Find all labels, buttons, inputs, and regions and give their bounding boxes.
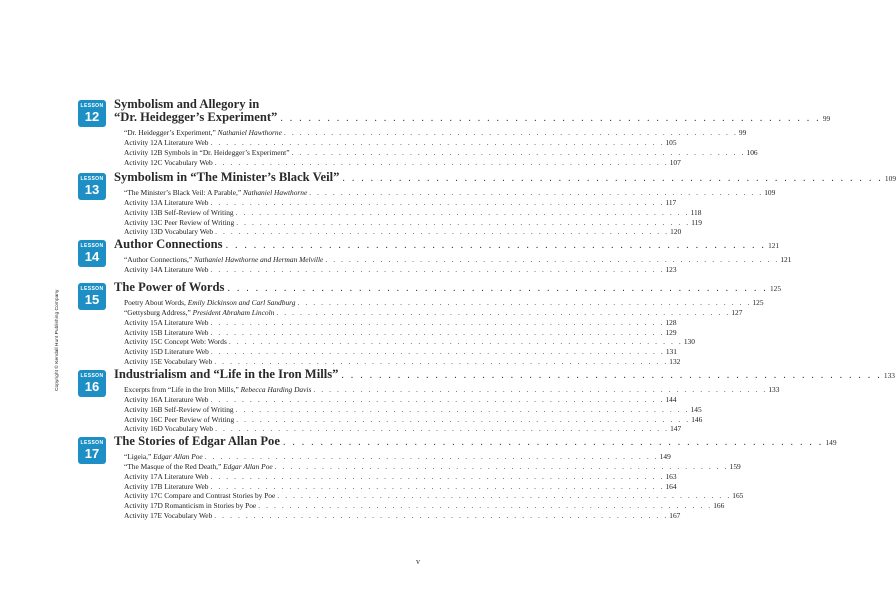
toc-item-text: Activity 16D Vocabulary Web bbox=[124, 424, 214, 434]
lesson-title-text: Author Connections bbox=[114, 237, 223, 251]
toc-item-author: President Abraham Lincoln bbox=[192, 307, 275, 317]
lesson-title[interactable] bbox=[114, 110, 831, 125]
page-ref: 145 bbox=[690, 404, 702, 414]
toc-item-text: Activity 15C Concept Web: Words bbox=[124, 337, 227, 347]
toc-item[interactable] bbox=[124, 147, 758, 158]
toc-item[interactable] bbox=[124, 414, 703, 425]
toc-item[interactable] bbox=[124, 217, 702, 228]
page-ref: 118 bbox=[690, 207, 702, 217]
page-ref: 163 bbox=[665, 471, 677, 481]
toc-item-text: Activity 12C Vocabulary Web bbox=[124, 157, 213, 167]
dot-leader: . . . . . . . . . . . . . . . . . . . . . . . . . . . . . . . . . . . . . . . . . . . . . . . . . . . . . . . . . . bbox=[225, 240, 767, 251]
toc-item-text: Activity 12A Literature Web bbox=[124, 137, 209, 147]
dot-leader: . . . . . . . . . . . . . . . . . . . . . . . . . . . . . . . . . . . . . . . . . . . . . . . . . . . . . . . . . . bbox=[210, 481, 665, 491]
toc-item-text: Activity 15E Vocabulary Web bbox=[124, 357, 213, 367]
page-ref: 133 bbox=[883, 371, 895, 380]
copyright-notice: Copyright © Kendall Hunt Publishing Company bbox=[55, 289, 60, 391]
lesson-badge-label: LESSON bbox=[80, 373, 104, 379]
dot-leader: . . . . . . . . . . . . . . . . . . . . . . . . . . . . . . . . . . . . . . . . . . . . . . . . . . . . . . . . . . bbox=[236, 414, 691, 424]
lesson-badge bbox=[78, 283, 106, 310]
dot-leader: . . . . . . . . . . . . . . . . . . . . . . . . . . . . . . . . . . . . . . . . . . . . . . . . . . . . . . . . . . bbox=[282, 437, 824, 448]
toc-item[interactable] bbox=[124, 404, 702, 415]
toc-item-text: Activity 16B Self-Review of Writing bbox=[124, 404, 234, 414]
dot-leader: . . . . . . . . . . . . . . . . . . . . . . . . . . . . . . . . . . . . . . . . . . . . . . . . . . . . . . . . . . bbox=[276, 307, 731, 317]
page-ref: 133 bbox=[768, 385, 780, 394]
page-ref: 121 bbox=[780, 255, 792, 264]
dot-leader: . . . . . . . . . . . . . . . . . . . . . . . . . . . . . . . . . . . . . . . . . . . . . . . . . . . . . . . . . . bbox=[210, 197, 665, 207]
toc-item[interactable] bbox=[124, 197, 677, 208]
page-ref: 117 bbox=[665, 197, 677, 207]
dot-leader: . . . . . . . . . . . . . . . . . . . . . . . . . . . . . . . . . . . . . . . . . . . . . . . . . . . . . . . . . . bbox=[258, 501, 713, 511]
lesson-title-text: The Stories of Edgar Allan Poe bbox=[114, 434, 280, 448]
page-ref: 144 bbox=[665, 394, 677, 404]
toc-item[interactable] bbox=[124, 298, 764, 308]
toc-item-text: Poetry About Words, Emily Dickinson and Carl Sandburg bbox=[124, 298, 296, 307]
page-ref: 121 bbox=[768, 241, 780, 250]
toc-item-text: “Ligeia,” Edgar Allan Poe bbox=[124, 452, 203, 461]
toc-item[interactable] bbox=[124, 157, 681, 168]
toc-item[interactable] bbox=[124, 394, 677, 405]
page-ref: 109 bbox=[884, 174, 896, 183]
toc-item[interactable] bbox=[124, 137, 677, 148]
dot-leader: . . . . . . . . . . . . . . . . . . . . . . . . . . . . . . . . . . . . . . . . . . . . . . . . . . . . . . . . . . bbox=[325, 255, 780, 264]
page-ref: 120 bbox=[670, 227, 682, 237]
lesson-badge bbox=[78, 100, 106, 127]
page-ref: 165 bbox=[732, 491, 744, 501]
toc-item-text: “Dr. Heidegger’s Experiment,” Nathaniel Hawthorne bbox=[124, 128, 282, 137]
lesson-entries bbox=[114, 97, 831, 167]
toc-item[interactable] bbox=[124, 357, 681, 367]
dot-leader: . . . . . . . . . . . . . . . . . . . . . . . . . . . . . . . . . . . . . . . . . . . . . . . . . . . . . . . . . . bbox=[210, 137, 665, 147]
toc-item-text: Activity 17A Literature Web bbox=[124, 471, 209, 481]
page-ref: 130 bbox=[683, 337, 695, 347]
dot-leader: . . . . . . . . . . . . . . . . . . . . . . . . . . . . . . . . . . . . . . . . . . . . . . . . . . . . . . . . . . bbox=[280, 113, 821, 124]
toc-item-author: Edgar Allan Poe bbox=[153, 452, 203, 461]
page-ref: 159 bbox=[729, 461, 741, 471]
lesson-entries bbox=[114, 170, 896, 237]
lesson-badge bbox=[78, 370, 106, 397]
toc-item[interactable] bbox=[124, 264, 677, 275]
lesson-badge-label: LESSON bbox=[80, 176, 104, 182]
lesson-number: 17 bbox=[84, 446, 100, 461]
toc-item[interactable] bbox=[124, 337, 695, 347]
toc-item-text: “The Masque of the Red Death,” Edgar Allan Poe bbox=[124, 461, 273, 471]
page-ref: 99 bbox=[738, 128, 747, 137]
lesson-title[interactable] bbox=[114, 367, 895, 382]
dot-leader: . . . . . . . . . . . . . . . . . . . . . . . . . . . . . . . . . . . . . . . . . . . . . . . . . . . . . . . . . . bbox=[297, 298, 752, 307]
dot-leader: . . . . . . . . . . . . . . . . . . . . . . . . . . . . . . . . . . . . . . . . . . . . . . . . . . . . . . . . . . bbox=[210, 327, 665, 337]
page-ref: 146 bbox=[691, 414, 703, 424]
page-ref: 125 bbox=[752, 298, 764, 307]
toc-item-text: Activity 13C Peer Review of Writing bbox=[124, 217, 235, 227]
page-ref: 167 bbox=[669, 511, 681, 521]
toc-item-text: Activity 14A Literature Web bbox=[124, 264, 209, 274]
dot-leader: . . . . . . . . . . . . . . . . . . . . . . . . . . . . . . . . . . . . . . . . . . . . . . . . . . . . . . . . . . bbox=[313, 385, 768, 394]
toc-item-author: Nathaniel Hawthorne bbox=[242, 188, 308, 197]
dot-leader: . . . . . . . . . . . . . . . . . . . . . . . . . . . . . . . . . . . . . . . . . . . . . . . . . . . . . . . . . . bbox=[214, 357, 669, 367]
toc-item[interactable] bbox=[124, 481, 677, 492]
dot-leader: . . . . . . . . . . . . . . . . . . . . . . . . . . . . . . . . . . . . . . . . . . . . . . . . . . . . . . . . . . bbox=[210, 471, 665, 481]
lesson-items bbox=[124, 128, 758, 167]
lesson-badge bbox=[78, 437, 106, 464]
toc-item[interactable] bbox=[124, 307, 743, 318]
toc-item-text: Activity 17E Vocabulary Web bbox=[124, 511, 213, 521]
toc-item[interactable] bbox=[124, 347, 677, 357]
toc-item[interactable] bbox=[124, 255, 792, 265]
dot-leader: . . . . . . . . . . . . . . . . . . . . . . . . . . . . . . . . . . . . . . . . . . . . . . . . . . . . . . . . . . bbox=[227, 283, 768, 294]
toc-item-text: Activity 17B Literature Web bbox=[124, 481, 209, 491]
toc-item[interactable] bbox=[124, 461, 741, 472]
page-ref: 99 bbox=[822, 114, 831, 123]
dot-leader: . . . . . . . . . . . . . . . . . . . . . . . . . . . . . . . . . . . . . . . . . . . . . . . . . . . . . . . . . . bbox=[342, 173, 883, 184]
copyright-notice-wrap bbox=[55, 289, 65, 541]
toc-item[interactable] bbox=[124, 511, 681, 521]
toc-item-author: Rebecca Harding Davis bbox=[240, 385, 312, 394]
lesson-badge-label: LESSON bbox=[80, 440, 104, 446]
toc-item[interactable] bbox=[124, 227, 682, 237]
toc-item-text: Activity 16C Peer Review of Writing bbox=[124, 414, 235, 424]
dot-leader: . . . . . . . . . . . . . . . . . . . . . . . . . . . . . . . . . . . . . . . . . . . . . . . . . . . . . . . . . . bbox=[274, 461, 729, 471]
toc-item[interactable] bbox=[124, 128, 747, 138]
page-ref: 125 bbox=[769, 284, 782, 293]
toc-item[interactable] bbox=[124, 385, 780, 395]
dot-leader: . . . . . . . . . . . . . . . . . . . . . . . . . . . . . . . . . . . . . . . . . . . . . . . . . . . . . . . . . . bbox=[210, 264, 665, 274]
page-ref: 132 bbox=[669, 357, 681, 367]
toc-item[interactable] bbox=[124, 491, 744, 501]
page-ref: 164 bbox=[665, 481, 677, 491]
dot-leader: . . . . . . . . . . . . . . . . . . . . . . . . . . . . . . . . . . . . . . . . . . . . . . . . . . . . . . . . . . bbox=[210, 347, 665, 357]
toc-item[interactable] bbox=[124, 317, 677, 328]
toc-item[interactable] bbox=[124, 327, 677, 338]
lesson-entries bbox=[114, 367, 895, 434]
dot-leader: . . . . . . . . . . . . . . . . . . . . . . . . . . . . . . . . . . . . . . . . . . . . . . . . . . . . . . . . . . bbox=[210, 317, 665, 327]
page-ref: 107 bbox=[669, 157, 681, 167]
page-ref: 147 bbox=[670, 424, 682, 434]
dot-leader: . . . . . . . . . . . . . . . . . . . . . . . . . . . . . . . . . . . . . . . . . . . . . . . . . . . . . . . . . . bbox=[215, 424, 670, 434]
toc-item-author: Edgar Allan Poe bbox=[223, 461, 273, 471]
lesson-number: 15 bbox=[84, 292, 100, 307]
lesson-badge-label: LESSON bbox=[80, 103, 104, 109]
dot-leader: . . . . . . . . . . . . . . . . . . . . . . . . . . . . . . . . . . . . . . . . . . . . . . . . . . . . . . . . . . bbox=[236, 217, 691, 227]
dot-leader: . . . . . . . . . . . . . . . . . . . . . . . . . . . . . . . . . . . . . . . . . . . . . . . . . . . . . . . . . . bbox=[291, 147, 746, 157]
lesson-title-text: Symbolism in “The Minister’s Black Veil” bbox=[114, 170, 340, 184]
lesson-items bbox=[124, 255, 792, 275]
lesson-entries bbox=[114, 280, 782, 367]
page-ref: 131 bbox=[665, 347, 677, 357]
lesson-badge-label: LESSON bbox=[80, 243, 104, 249]
page-ref: 119 bbox=[691, 217, 702, 227]
toc-item-author: Emily Dickinson and Carl Sandburg bbox=[187, 298, 296, 307]
toc-item[interactable] bbox=[124, 207, 702, 218]
lesson-title[interactable] bbox=[114, 237, 780, 252]
page-ref: 129 bbox=[665, 327, 677, 337]
toc-item-text: Activity 15B Literature Web bbox=[124, 327, 209, 337]
dot-leader: . . . . . . . . . . . . . . . . . . . . . . . . . . . . . . . . . . . . . . . . . . . . . . . . . . . . . . . . . . bbox=[214, 157, 669, 167]
dot-leader: . . . . . . . . . . . . . . . . . . . . . . . . . . . . . . . . . . . . . . . . . . . . . . . . . . . . . . . . . . bbox=[341, 370, 882, 381]
toc-item[interactable] bbox=[124, 501, 725, 511]
toc-item-text: Activity 13D Vocabulary Web bbox=[124, 227, 214, 237]
toc-item-text: Excerpts from “Life in the Iron Mills,” Rebecca Harding Davis bbox=[124, 385, 312, 394]
toc-item[interactable] bbox=[124, 452, 671, 462]
lesson-items bbox=[124, 385, 780, 434]
lesson-badge-label: LESSON bbox=[80, 286, 104, 292]
dot-leader: . . . . . . . . . . . . . . . . . . . . . . . . . . . . . . . . . . . . . . . . . . . . . . . . . . . . . . . . . . bbox=[210, 394, 665, 404]
page-number: v bbox=[416, 557, 420, 566]
lesson-title-text: “Dr. Heidegger’s Experiment” bbox=[114, 110, 278, 124]
toc-item-text: Activity 13A Literature Web bbox=[124, 197, 209, 207]
page-ref: 149 bbox=[659, 452, 671, 461]
page-ref: 123 bbox=[665, 264, 677, 274]
lesson-badge bbox=[78, 173, 106, 200]
toc-item-author: Nathaniel Hawthorne bbox=[217, 128, 282, 137]
lesson-number: 13 bbox=[84, 182, 100, 197]
dot-leader: . . . . . . . . . . . . . . . . . . . . . . . . . . . . . . . . . . . . . . . . . . . . . . . . . . . . . . . . . . bbox=[228, 337, 683, 347]
lesson-title[interactable] bbox=[114, 280, 782, 295]
lesson-title[interactable] bbox=[114, 434, 837, 449]
toc-item-text: Activity 13B Self-Review of Writing bbox=[124, 207, 234, 217]
toc-item-text: Activity 12B Symbols in “Dr. Heidegger’s Experiment” bbox=[124, 147, 290, 157]
page-ref: 105 bbox=[665, 137, 677, 147]
page-ref: 106 bbox=[746, 147, 758, 157]
dot-leader: . . . . . . . . . . . . . . . . . . . . . . . . . . . . . . . . . . . . . . . . . . . . . . . . . . . . . . . . . . bbox=[309, 188, 764, 197]
lesson-badge bbox=[78, 240, 106, 267]
toc-item-text: “The Minister’s Black Veil: A Parable,” Nathaniel Hawthorne bbox=[124, 188, 308, 197]
lesson-entries bbox=[114, 237, 792, 275]
dot-leader: . . . . . . . . . . . . . . . . . . . . . . . . . . . . . . . . . . . . . . . . . . . . . . . . . . . . . . . . . . bbox=[283, 128, 738, 137]
lesson-items bbox=[124, 188, 776, 237]
toc-item-text: “Gettysburg Address,” President Abraham Lincoln bbox=[124, 307, 275, 317]
lesson-number: 16 bbox=[84, 379, 100, 394]
page-ref: 127 bbox=[731, 307, 743, 317]
toc-item-author: Nathaniel Hawthorne and Herman Melville bbox=[194, 255, 324, 264]
lesson-title-text: Symbolism and Allegory in bbox=[114, 97, 260, 111]
toc-item-text: Activity 17C Compare and Contrast Stories by Poe bbox=[124, 491, 276, 501]
toc-item-text: “Author Connections,” Nathaniel Hawthorne and Herman Melville bbox=[124, 255, 324, 264]
toc-item-text: Activity 15A Literature Web bbox=[124, 317, 209, 327]
page-ref: 166 bbox=[713, 501, 725, 511]
page-ref: 149 bbox=[825, 438, 837, 447]
dot-leader: . . . . . . . . . . . . . . . . . . . . . . . . . . . . . . . . . . . . . . . . . . . . . . . . . . . . . . . . . . bbox=[215, 227, 670, 237]
toc-item-text: Activity 16A Literature Web bbox=[124, 394, 209, 404]
dot-leader: . . . . . . . . . . . . . . . . . . . . . . . . . . . . . . . . . . . . . . . . . . . . . . . . . . . . . . . . . . bbox=[204, 452, 659, 461]
lesson-items bbox=[124, 298, 764, 367]
toc-item[interactable] bbox=[124, 471, 677, 482]
page-ref: 109 bbox=[764, 188, 776, 197]
toc-item[interactable] bbox=[124, 424, 682, 434]
lesson-title-text: Industrialism and “Life in the Iron Mills” bbox=[114, 367, 339, 381]
dot-leader: . . . . . . . . . . . . . . . . . . . . . . . . . . . . . . . . . . . . . . . . . . . . . . . . . . . . . . . . . . bbox=[235, 404, 690, 414]
lesson-title[interactable] bbox=[114, 170, 896, 185]
dot-leader: . . . . . . . . . . . . . . . . . . . . . . . . . . . . . . . . . . . . . . . . . . . . . . . . . . . . . . . . . . bbox=[235, 207, 690, 217]
dot-leader: . . . . . . . . . . . . . . . . . . . . . . . . . . . . . . . . . . . . . . . . . . . . . . . . . . . . . . . . . . bbox=[277, 491, 732, 501]
toc-item-text: Activity 17D Romanticism in Stories by Poe bbox=[124, 501, 257, 511]
lesson-number: 12 bbox=[84, 109, 100, 124]
page-ref: 128 bbox=[665, 317, 677, 327]
lesson-entries bbox=[114, 434, 837, 521]
lesson-number: 14 bbox=[84, 249, 100, 264]
toc-item-text: Activity 15D Literature Web bbox=[124, 347, 209, 357]
lesson-title-text: The Power of Words bbox=[114, 280, 225, 294]
dot-leader: . . . . . . . . . . . . . . . . . . . . . . . . . . . . . . . . . . . . . . . . . . . . . . . . . . . . . . . . . . bbox=[214, 511, 669, 521]
lesson-items bbox=[124, 452, 744, 521]
toc-item[interactable] bbox=[124, 188, 776, 198]
